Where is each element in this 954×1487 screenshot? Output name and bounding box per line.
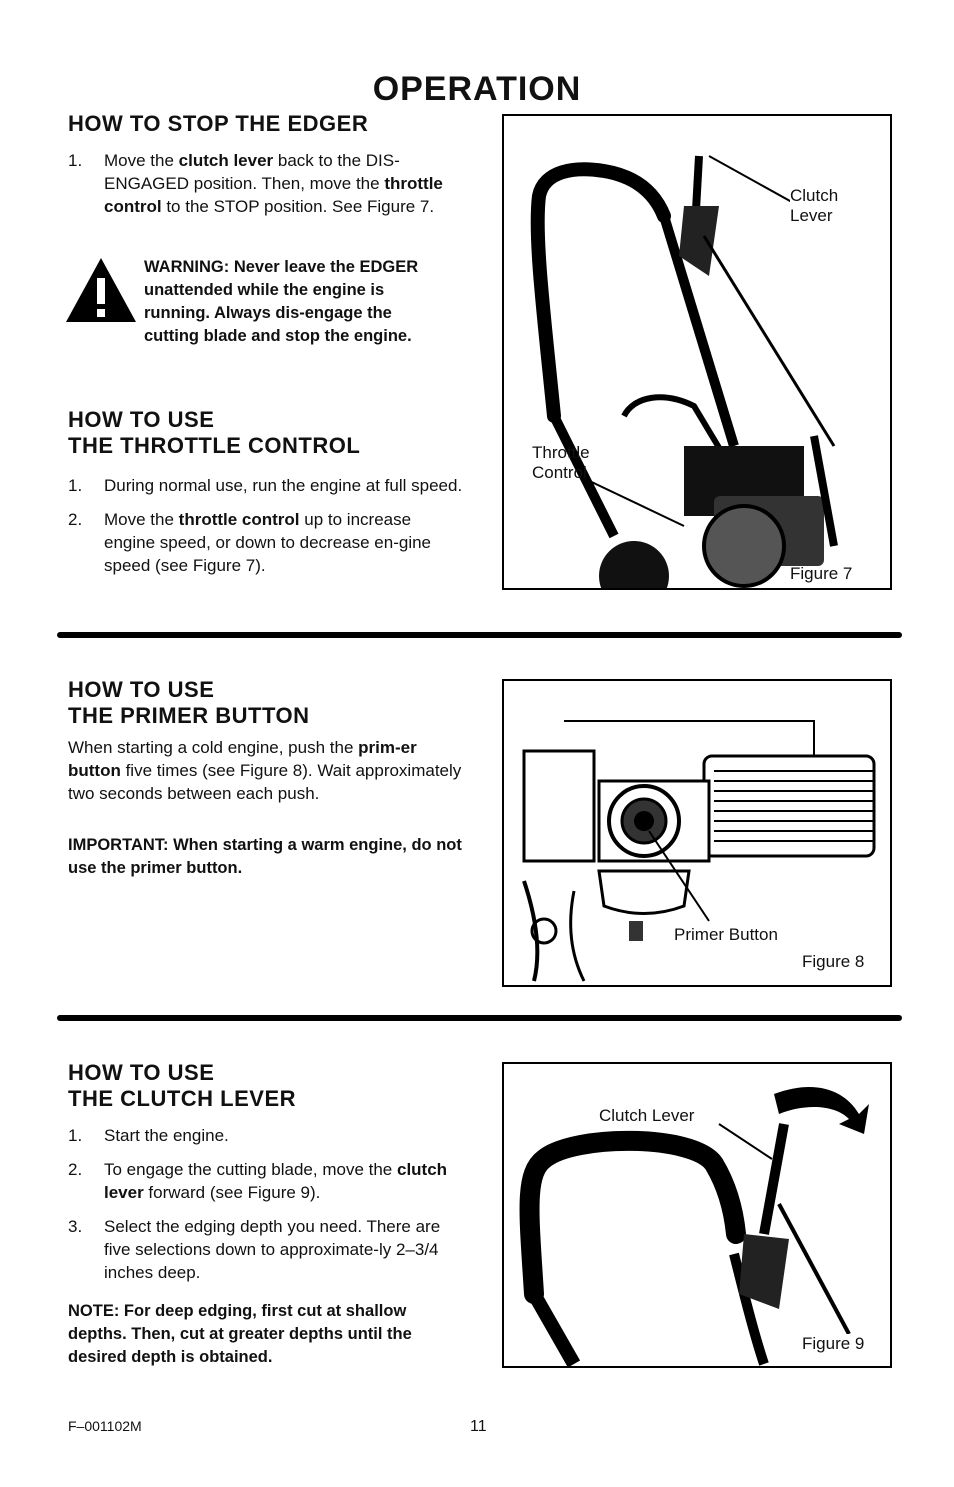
clutch-lever-illustration bbox=[504, 1064, 890, 1366]
label-clutch-lever: Clutch Lever bbox=[790, 186, 839, 225]
heading-clutch-line1: HOW TO USE bbox=[68, 1060, 215, 1085]
list-item: 2. To engage the cutting blade, move the clutch lever forward (see Figure 9). bbox=[68, 1160, 448, 1202]
figure-9 bbox=[502, 1062, 892, 1368]
stop-steps bbox=[68, 149, 463, 229]
heading-throttle-line1: HOW TO USE bbox=[68, 407, 215, 432]
section-divider bbox=[57, 1015, 902, 1021]
list-item: 3. Select the edging depth you need. There are five selections down to approximate-ly 2–3/4 inches deep. bbox=[68, 1217, 441, 1282]
figure-7 bbox=[502, 114, 892, 590]
figure-8 bbox=[502, 679, 892, 987]
throttle-steps bbox=[68, 474, 463, 588]
list-item: 2. Move the throttle control up to increase engine speed, or down to decrease en-gine speed (see Figure 7). bbox=[68, 510, 432, 575]
page-title: OPERATION bbox=[372, 70, 582, 108]
list-item: 1. Start the engine. bbox=[68, 1126, 229, 1145]
list-item: 1. Move the clutch lever back to the DIS-ENGAGED position. Then, move the throttle control to the STOP position. See Figure 7. bbox=[68, 151, 443, 216]
clutch-note: NOTE: For deep edging, first cut at shallow depths. Then, cut at greater depths until the desired depth is obtained. bbox=[68, 1302, 412, 1366]
warning-triangle-icon bbox=[64, 256, 138, 324]
label-throttle-control: Throttle Control bbox=[532, 443, 590, 482]
heading-primer-line1: HOW TO USE bbox=[68, 677, 215, 702]
label-clutch-lever: Clutch Lever bbox=[599, 1106, 695, 1125]
heading-stop-edger: HOW TO STOP THE EDGER bbox=[68, 111, 369, 136]
primer-paragraph: When starting a cold engine, push the prim-er button five times (see Figure 8). Wait approximately two seconds between each push. bbox=[68, 738, 462, 803]
warning-block bbox=[68, 256, 440, 348]
figure-caption: Figure 9 bbox=[802, 1334, 865, 1353]
heading-throttle-line2: THE THROTTLE CONTROL bbox=[68, 433, 361, 458]
list-item: 1. During normal use, run the engine at full speed. bbox=[68, 476, 463, 495]
document-code: F–001102M bbox=[68, 1418, 142, 1434]
figure-caption: Figure 8 bbox=[802, 952, 865, 971]
primer-important: IMPORTANT: When starting a warm engine, do not use the primer button. bbox=[68, 836, 462, 877]
label-primer-button: Primer Button bbox=[674, 925, 778, 944]
page-number: 11 bbox=[470, 1418, 487, 1435]
heading-primer-line2: THE PRIMER BUTTON bbox=[68, 703, 310, 728]
section-divider bbox=[57, 632, 902, 638]
figure-caption: Figure 7 bbox=[790, 564, 853, 583]
clutch-steps bbox=[68, 1124, 463, 1295]
heading-clutch-line2: THE CLUTCH LEVER bbox=[68, 1086, 296, 1111]
warning-text: WARNING: Never leave the EDGER unattended while the engine is running. Always dis-engage the cutting blade and stop the engine. bbox=[144, 258, 419, 345]
